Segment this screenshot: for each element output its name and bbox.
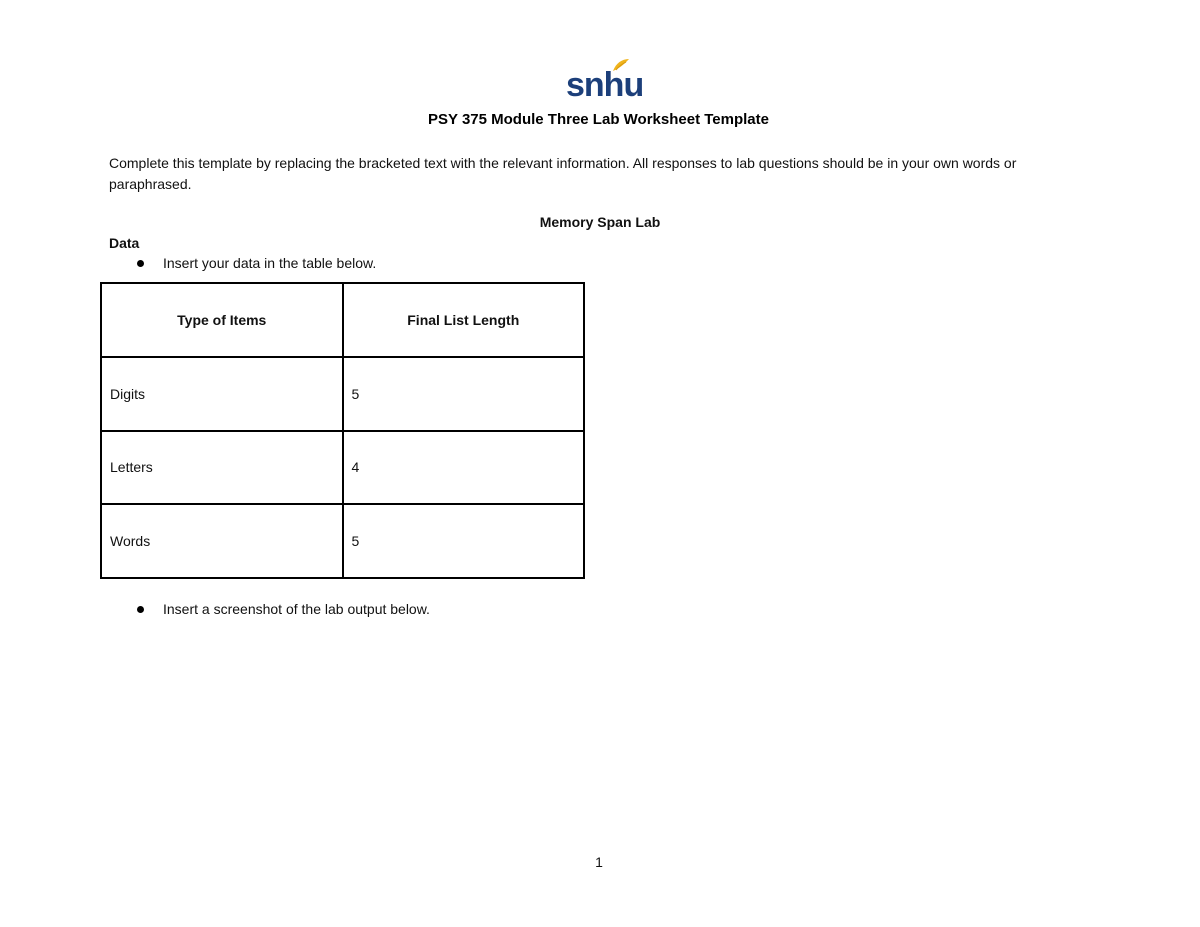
table-cell: Digits	[101, 357, 343, 431]
bullet-icon	[137, 260, 144, 267]
table-cell: 4	[343, 431, 585, 505]
table-cell: Words	[101, 504, 343, 578]
data-heading: Data	[109, 235, 140, 251]
bullet-item-screenshot	[137, 601, 430, 617]
bullet-item-data	[137, 255, 376, 271]
section-title: Memory Span Lab	[539, 214, 661, 230]
column-header: Final List Length	[343, 283, 585, 357]
table-cell: 5	[343, 357, 585, 431]
table-cell: 5	[343, 504, 585, 578]
page-number: 1	[595, 854, 603, 870]
intro-paragraph: Complete this template by replacing the bracketed text with the relevant information. All responses to lab questions should be in your own words or paraphrased.	[109, 155, 1017, 192]
bullet-icon	[137, 606, 144, 613]
table-row	[101, 357, 584, 431]
column-header: Type of Items	[101, 283, 343, 357]
data-table	[100, 282, 585, 579]
table-row	[101, 431, 584, 505]
page-title: PSY 375 Module Three Lab Worksheet Template	[428, 111, 769, 128]
table-header-row	[101, 283, 584, 357]
snhu-logo	[566, 58, 644, 104]
logo-wordmark: snhu	[566, 66, 644, 104]
table-cell: Letters	[101, 431, 343, 505]
bullet-text: Insert your data in the table below.	[163, 255, 377, 271]
bullet-text: Insert a screenshot of the lab output below.	[163, 601, 430, 617]
table-row	[101, 504, 584, 578]
